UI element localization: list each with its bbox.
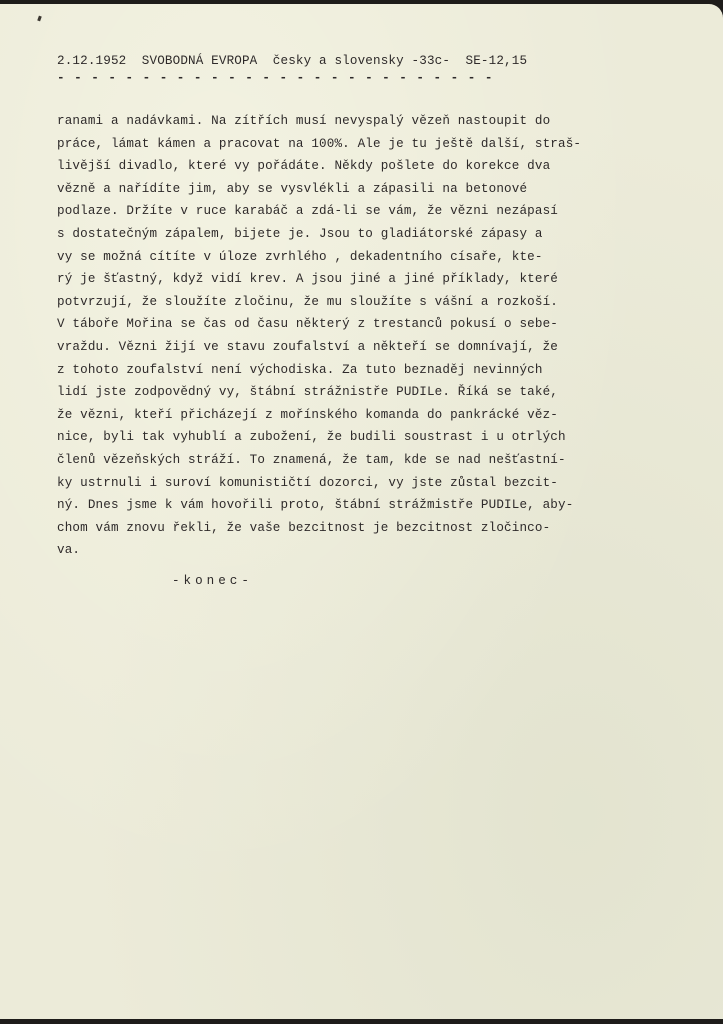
body-line: va. bbox=[57, 543, 81, 558]
body-line: potvrzují, že sloužíte zločinu, že mu sloužíte s vášní a rozkoší. bbox=[57, 294, 558, 309]
body-line: členů vězeňských stráží. To znamená, že tam, kde se nad nešťastní- bbox=[57, 452, 566, 467]
body-line: nice, byli tak vyhublí a zubožení, že budili soustrast i u otrlých bbox=[57, 430, 566, 445]
typewritten-page bbox=[0, 4, 723, 1019]
body-line: livější divadlo, které vy pořádáte. Někdy pošlete do korekce dva bbox=[57, 159, 551, 174]
body-line: vy se možná cítíte v úloze zvrhlého , dekadentního císaře, kte- bbox=[57, 249, 543, 264]
body-line: podlaze. Držíte v ruce karabáč a zdá-li se vám, že vězni nezápasí bbox=[57, 204, 558, 219]
body-line: práce, lámat kámen a pracovat na 100%. Ale je tu ještě další, straš- bbox=[57, 136, 582, 151]
body-line: ný. Dnes jsme k vám hovořili proto, štábní strážmistře PUDILe, aby- bbox=[57, 498, 574, 513]
body-line: ranami a nadávkami. Na zítřích musí nevyspalý vězeň nastoupit do bbox=[57, 114, 551, 128]
body-line: vězně a nařídíte jim, aby se vysvlékli a zápasili na betonové bbox=[57, 181, 528, 196]
body-line: lidí jste zodpovědný vy, štábní strážnistře PUDILe. Říká se také, bbox=[57, 385, 558, 400]
body-line: chom vám znovu řekli, že vaše bezcitnost je bezcitnost zločinco- bbox=[57, 520, 551, 535]
header-dashed-rule: - - - - - - - - - - - - - - - - - - - - - - - - - - bbox=[57, 71, 494, 85]
body-line: ky ustrnuli i suroví komunističtí dozorci, vy jste zůstal bezcit- bbox=[57, 475, 558, 490]
body-line: V táboře Mořina se čas od času některý z trestanců pokusí o sebe- bbox=[57, 317, 558, 332]
closing-mark: -konec- bbox=[172, 574, 253, 588]
body-line: že vězni, kteří přicházejí z mořínského komanda do pankrácké věz- bbox=[57, 407, 558, 422]
document-body bbox=[57, 110, 687, 562]
ink-mark bbox=[37, 16, 42, 22]
document-header: 2.12.1952 SVOBODNÁ EVROPA česky a slovensky -33c- SE-12,15 bbox=[57, 54, 528, 68]
body-line: rý je šťastný, když vidí krev. A jsou jiné a jiné příklady, které bbox=[57, 272, 558, 287]
body-line: vraždu. Vězni žijí ve stavu zoufalství a někteří se domnívají, že bbox=[57, 339, 558, 354]
body-line: s dostatečným zápalem, bijete je. Jsou to gladiátorské zápasy a bbox=[57, 226, 543, 241]
body-line: z tohoto zoufalství není východiska. Za tuto beznaděj nevinných bbox=[57, 362, 543, 377]
